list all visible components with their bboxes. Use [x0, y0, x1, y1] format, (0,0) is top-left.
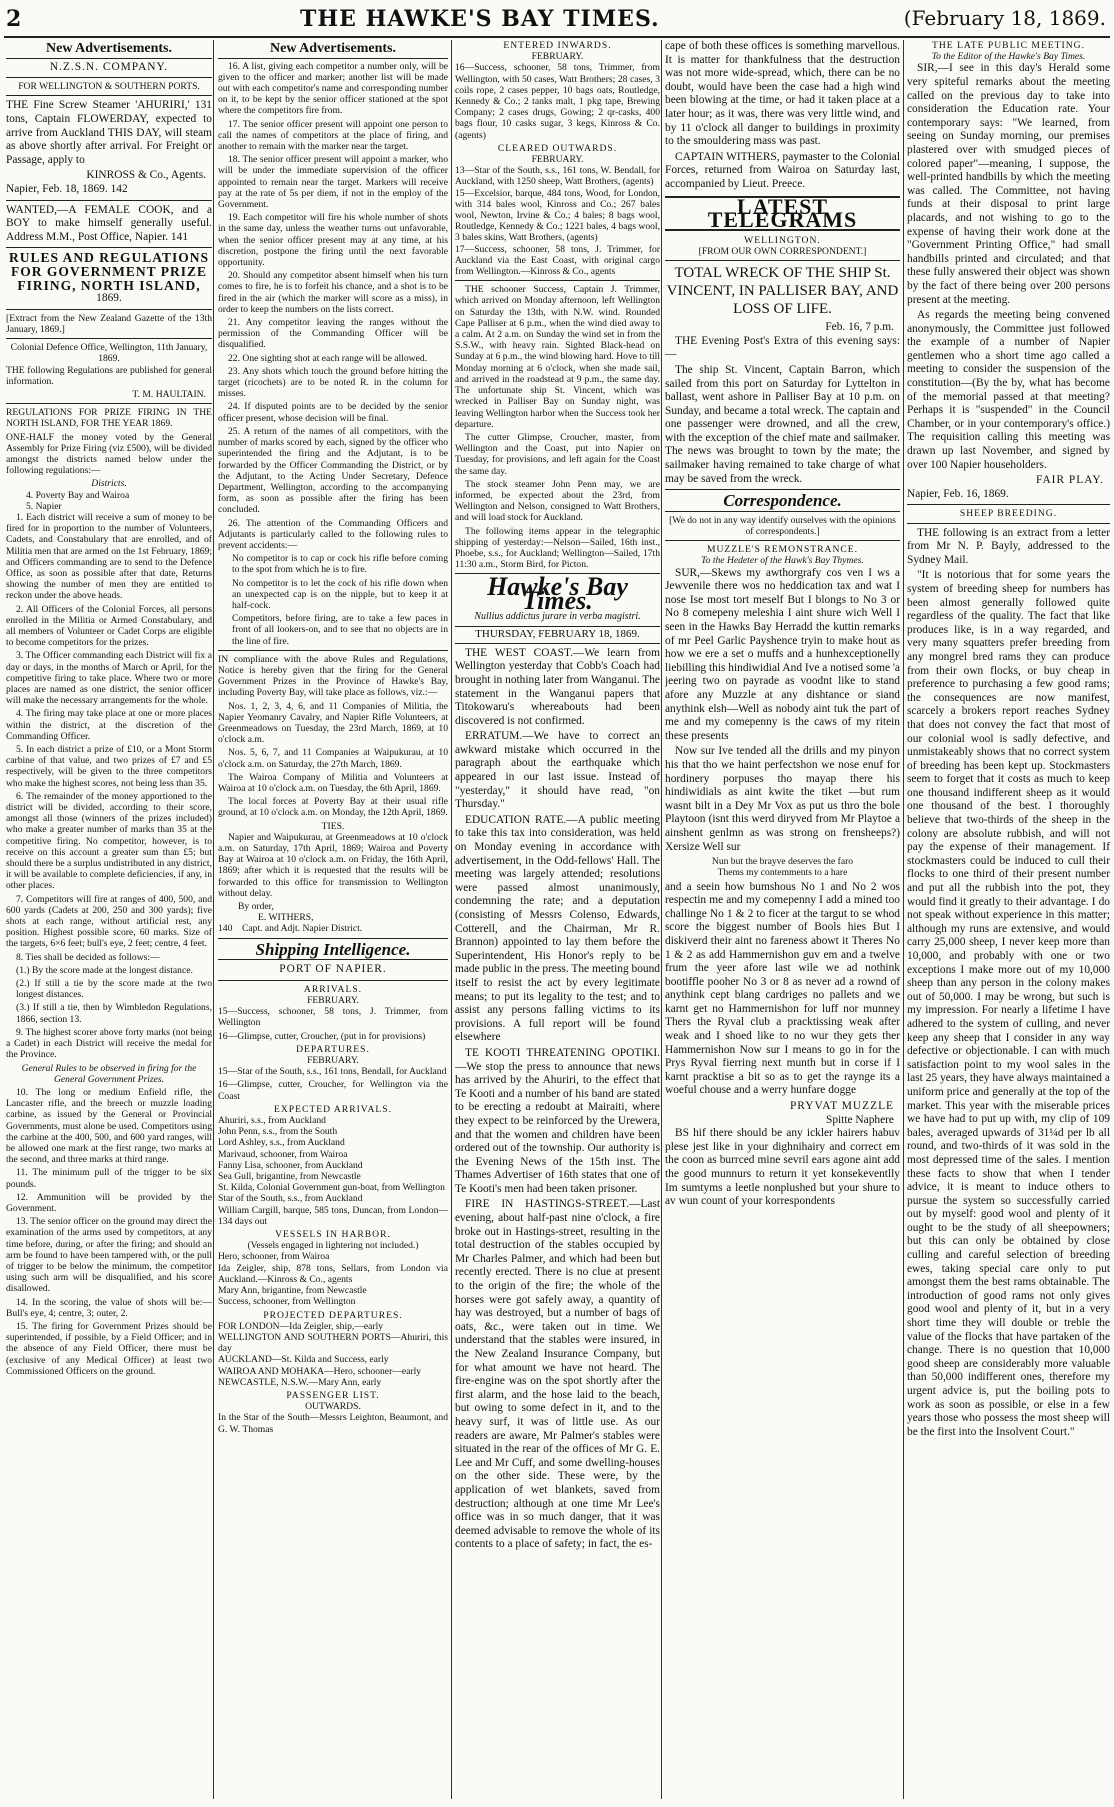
- issue-date: (February 18, 1869.: [903, 6, 1106, 30]
- ad-body: THE Fine Screw Steamer 'AHURIRI,' 131 tons, Captain FLOWERDAY, expected to arrive from Auckland THIS DAY, will steam as above shortly after arrival. For Freight or Passage, apply to: [6, 99, 212, 166]
- correspondent-label: [FROM OUR OWN CORRESPONDENT.]: [698, 245, 867, 257]
- entered-text: 16—Success, schooner, 58 tons, Trimmer, from Wellington, with 50 cases, Watt Brothers; 28 cases, 3 coils rope, 2 cases pepper, 10 bags oats, Routledge, Kennedy & Co.; 2 tanks malt, 1 pkg tape, Brewing Company; 2 cases drugs, Gowing; 2 qr-casks, 400 bags flour, 10 casks sugar, 3 kegs, Kinross & Co. (agents): [455, 62, 660, 141]
- letter-salutation: To the Editor of the Hawke's Bay Times.: [931, 51, 1086, 63]
- news-item: CAPTAIN WITHERS, paymaster to the Colonial Forces, returned from Wairoa on Saturday last, accompanied by Lieut. Preece.: [665, 150, 900, 190]
- defence-office: Colonial Defence Office, Wellington, 11th January, 1869.: [10, 342, 208, 365]
- letter-paragraph: As regards the meeting being convened anonymously, the Committee just followed the example of a number of Napier gentlemen who a short time ago called a meeting to consider the suspension of the constitution—(By the by, what has become of the memorial passed at that meeting? Perhaps it is "suspended" in the Council Chamber, or in your contemporary's office.) The requisition calling this meeting was drawn up last November, and signed by over 100 Napier householders.: [907, 309, 1110, 471]
- notice-item: Nos. 1, 2, 3, 4, 6, and 11 Companies of Militia, the Napier Yeomanry Cavalry, and Napier Rifle Volunteers, at Greenmeadows on Tuesday, the 23rd March, 1869, at 10 o'clock a.m.: [218, 700, 448, 746]
- news-item: EDUCATION RATE.—A public meeting to take this tax into consideration, was held on Monday evening in accordance with advertisement, in the Odd-fellows' Hall. The meeting was largely attended; resolutions were passed almost unanimously, condemning the rate; and a deputation (consisting of Messrs Colenso, Edwards, Cotterell, and the Chairman, Mr R. Brannon) appointed to lay them before the Superintendent, His Honor's reply to be made public in the press. The meeting bound itself to resist the act by every legitimate means; to put its legality to the test; and to assist any persons falling victims to its provisions. A full report will be found elsewhere: [455, 813, 660, 1044]
- letter-paragraph: and a seein how bumshous No 1 and No 2 wos respectin me and my comepenny I add a mined too challinge No 1 & 2 to ficer at the targut to se whod score the biggest number of Bools hies But I diskiverd their aint no fareness abowt it Theres No 1 & 2 as add Hammernishon guv em and a twelve frum the yeer afore last wile we ad nothink bootiffle pooher No 3 or 8 as never ad a rownd of anythink cept blang cardriges no pallets and we karnt get no Hammernishon for luff nor munney Thers the Ryval club a pracktissing weak after weak and I shoed like to no wur they gets ther Hammernishon Now sur I means to go in for the Prys Ryval fierring next munth but in corse if I karnt pracktise a bit so as to get the raynge its a woeful chouse and a werry hunfare dogge: [665, 880, 900, 1097]
- arrival: 16—Glimpse, cutter, Croucher, (put in for provisions): [218, 1030, 426, 1042]
- masthead: [0, 4, 1114, 38]
- news-item: cape of both these offices is something marvellous. It is matter for thankfulness that the destruction was not more wide-spread, which, there can be no doubt, would have been the case had a high wind been blowing at the time, or had it taken place at a later hour; as it was, there was very little wind, and by 11 o'clock all danger to buildings in proximity to the smouldering mass was past.: [665, 40, 900, 148]
- letter-title: THE LATE PUBLIC MEETING.: [932, 40, 1085, 51]
- telegram-text: The ship St. Vincent, Captain Barron, which sailed from this port on Saturday for Lyttelton in ballast, went ashore in Palliser Bay at 10 p.m. on Sunday, and became a total wreck. The captain and one passenger were drowned, and all the crew, with the exception of the chief mate and sailmaker. The news was brought to town by the mate; the sailmaker having remained to take charge of what may be saved from the wreck.: [665, 363, 900, 485]
- by-order: By order,: [238, 901, 274, 913]
- shipping-report: The stock steamer John Penn may, we are informed, be expected about the 23rd, from Wellington and Nelson, consigned to Watt Brothers, and will load stock for Auckland.: [455, 478, 660, 524]
- notice-item: The Wairoa Company of Militia and Volunteers at Wairoa at 10 o'clock a.m. on Tuesday, the 6th April, 1869.: [218, 771, 448, 794]
- ad-agents: KINROSS & Co., Agents.: [86, 169, 206, 182]
- letter-verse: Nun but the brayve deserves the faro Thems my contemments to a hare: [711, 856, 854, 879]
- regulation-sub: (1.) By the score made at the longest distance.: [16, 964, 193, 976]
- regulation: 23. Any shots which touch the ground before hitting the target (ricochets) are to be noted R. in the column for misses.: [218, 365, 448, 400]
- regulation: 18. The senior officer present will appoint a marker, who will be under the immediate supervision of the officer appointed to remain near the target. Markers will receive pay at the rate of 5s per diem, if not in the employ of the Government.: [218, 154, 448, 211]
- regulation: 22. One sighting shot at each range will be allowed.: [228, 352, 428, 364]
- regulation: 10. The long or medium Enfield rifle, the Lancaster rifle, and the breech or muzzle loading carbine, as issued by the General or Provincial Governments, must alone be used. Competitors using the carbine at the 400, 500, and 600 yard ranges, will be allowed one mark at the first range, two marks at the second, and three marks at third range.: [6, 1086, 212, 1166]
- safety-rule: No competitor is to cap or cock his rifle before coming to the spot from which he is to fire.: [232, 553, 448, 576]
- ad-route: FOR WELLINGTON & SOUTHERN PORTS.: [18, 81, 200, 93]
- shipping-report: The following items appear in the telegraphic shipping of yesterday:—Nelson—Sailed, 16th inst., Phoebe, s.s., for Auckland; Wellington—Sailed, 17th 11:30 a.m., Storm Bird, for Picton.: [455, 525, 660, 571]
- district-item: 4. Poverty Bay and Wairoa: [26, 489, 130, 501]
- withers-title: 140 Capt. and Adjt. Napier District.: [218, 923, 363, 935]
- telegram-intro: THE Evening Post's Extra of this evening says:—: [665, 334, 900, 361]
- departure: 15—Star of the South, s.s., 161 tons, Bendall, for Auckland: [218, 1066, 447, 1078]
- safety-rule: Competitors, before firing, are to take a few paces in front of all lookers-on, and to see that no objects are in the line of fire.: [232, 613, 448, 647]
- cleared-heading: CLEARED OUTWARDS.: [497, 142, 618, 154]
- article-text: "It is notorious that for some years the system of breeding sheep for numbers has been almost generally followed quite regardless of the quality. The fact that like produces like, is in a way regarded, and very many squatters prefer breeding from any mongrel bred rams they can produce from their own flocks, or buy cheap in preference to purchasing a few good rams; the consequences are now manifest, scarcely a brokers report reaches Sydney that does not convey the fact that most of our colonial wool is sadly defective, and unmistakeably shows that no correct system of breeding has been kept up. Stockmasters seem to forget that it costs as much to keep one thousand indifferent sheep as it would one thousand of the best. I thoroughly believe that two-thirds of the sheep in the colony are absolute rubbish, and will not pay the expense of their management. If stockmasters could be induced to cull their flocks to one third of their present number and put all the rubbish into the pot, they would find it greatly to their advantage. I do not speak without experience in this matter; although my runs are extensive, and would carry 25,000 sheep, I never keep more than 10,000, and probably with one or two exceptions I make more out of my 10,000 sheep than any person in the colony makes out of 50,000. I may be wrong, but such is my impression. For nearly a lifetime I have adhered to the system of culling, and never keep any sheep that I consider in any way defective or objectionable. I can with much satisfaction point to my wool sales in the last 25 years, they have always maintained a uniform price and generally at the top of the market. This year with the miserable prices we have had to put up with, my clip of 109 bales, averaged upwards of 31¼d per lb all round, and two-thirds of it was sold in the most depressed time of the sales. I mention these facts to show that when I tender advice, it is meant to induce others to pursue the system so successfully carried out by myself: good wool and plenty of it ought to be the study of all sheepowners; but this can only be obtained by close culling and careful selection of breeding ewes, taking special care only to put amongst them the best rams obtainable. The introduction of good rams not only gives good wool and plenty of it, but in a very short time they will double or treble the value of the flocks that have partaken of the change. There is no question that 10,000 good sheep are considerably more valuable than 50,000 indifferent ones, therefore my urgent advice is, put the boiling pots to work as soon as possible, or else in a few years those who possess the most sheep will be the first into the Insolvent Court.": [907, 569, 1110, 1438]
- arrival: 15—Success, schooner, 58 tons, J. Trimmer, from Wellington: [218, 1006, 448, 1029]
- letter-date: Napier, Feb. 16, 1869.: [907, 487, 1009, 500]
- harbor-sub: (Vessels engaged in lightering not included.): [247, 1240, 419, 1252]
- column-divider: [903, 40, 904, 1799]
- ad-title: N.Z.S.N. COMPANY.: [49, 60, 169, 73]
- month-label: FEBRUARY.: [307, 1055, 359, 1067]
- expected-list: Ahuriri, s.s., from Auckland John Penn, s.s., from the South Lord Ashley, s.s., from Auckland Marivaud, schooner, from Wairoa Fanny Lisa, schooner, from Auckland Sea Gull, brigantine, from Newcastle St. Kilda, Colonial Government gun-boat, from Wellington Star of the South, s.s., from Auckland William Cargill, barque, 585 tons, Duncan, from London—134 days out: [218, 1115, 448, 1227]
- column-2: [218, 40, 448, 1799]
- column-1: [6, 40, 212, 1799]
- safety-rule: No competitor is to let the cock of his rifle down when an unexpected cap is on the nipple, but to keep it at half-cock.: [232, 577, 448, 611]
- regulation: 6. The remainder of the money apportioned to the district will be divided, according to their score, amongst all those (winners of the prizes included) who make a greater number of marks than 35 at the competitive firing. No competitor, however, is to receive on this account a greater sum than £5; but should there be a surplus undistributed in any district, it will be available to complete deficiencies, if any, in other places.: [6, 790, 212, 892]
- regulation: 13. The senior officer on the ground may direct the examination of the arms used by competitors, at any time before, during, or after the firing; and should an arm be found to have been tampered with, or the pull of trigger to be below the minimum, the competitor using such arm will be disqualified, and his score disallowed.: [6, 1216, 212, 1295]
- masthead-rule: [4, 36, 1110, 38]
- column-divider: [451, 40, 452, 1799]
- regulation: 14. In the scoring, the value of shots will be:—Bull's eye, 4; centre, 3; outer, 2.: [6, 1296, 212, 1319]
- month-label: FEBRUARY.: [531, 51, 584, 63]
- correspondence-disclaimer: [We do not in any way identify ourselves with the opinions of correspondents.]: [669, 514, 896, 538]
- regulation: 16. A list, giving each competitor a number only, will be given to the officer and marker; another list will be made out with each competitor's name and corresponding number on it, to be kept by the senior officer stationed at the spot where the competitors fire from.: [218, 60, 448, 117]
- regulation: 24. If disputed points are to be decided by the senior officer present, whose decision will be final.: [218, 401, 448, 424]
- regulation: 2. All Officers of the Colonial Forces, all persons enrolled in the Militia or Armed Constabulary, and all members of Volunteer or Cadet Corps are eligible to become competitors for the prizes.: [6, 603, 212, 649]
- regulation: 11. The minimum pull of the trigger to be six pounds.: [6, 1167, 212, 1190]
- telegram-place: WELLINGTON.: [744, 234, 821, 246]
- arrivals-heading: ARRIVALS.: [303, 983, 363, 995]
- letter-signature: PRYVAT MUZZLE: [789, 1100, 894, 1113]
- regulation: 3. The Officer commanding each District will fix a day or days, in the months of March or April, for the competitive firing to take place. Where two or more places are named as one district, the senior officer will make the necessary arrangements for the whole.: [6, 650, 212, 707]
- published-note: THE following Regulations are published for general information.: [6, 364, 212, 387]
- column-5: [907, 40, 1110, 1799]
- notice-item: Nos. 5, 6, 7, and 11 Companies at Waipukurau, at 10 o'clock a.m. on Saturday, the 27th March, 1869.: [218, 747, 448, 770]
- month-label: FEBRUARY.: [531, 154, 584, 166]
- ties-text: Napier and Waipukurau, at Greenmeadows at 10 o'clock a.m. on Saturday, 17th April, 1869; Wairoa and Poverty Bay at Wairoa at 10 o'clock a.m. on Friday, the 16th April, 1869; after which it is requested that the results will be forwarded to this office for transmission to Wellington without delay.: [218, 831, 448, 899]
- column-4: [665, 40, 900, 1799]
- letter-signature: FAIR PLAY.: [1035, 474, 1104, 487]
- district-item: 5. Napier: [26, 500, 62, 512]
- passenger-text: In the Star of the South—Messrs Leighton, Beaumont, and G. W. Thomas: [218, 1412, 448, 1435]
- port-heading: PORT OF NAPIER.: [279, 963, 387, 976]
- letter-paragraph: SIR,—I see in this day's Herald some very spiteful remarks about the meeting called on the previous day to take into consideration the Education rate. Your contemporary says: "We learned, from seeing on Sunday morning, our premises plastered over with smudged pieces of colored paper"—meaning, I suppose, the well-printed handbills by which the meeting was called. The Committee, not having funds at their disposal to print large placards, and not wishing to go to the expense of having their work done at the "Government Printing Office," had small handbills printed and circulated; and that these fully answered their object was shown by the fact of there being over 200 persons present at the meeting.: [907, 62, 1110, 306]
- month-label: FEBRUARY.: [307, 995, 359, 1007]
- regulation-sub: (3.) If still a tie, then by Wimbledon Regulations, 1866, section 13.: [16, 1002, 212, 1025]
- entered-heading: ENTERED INWARDS.: [503, 40, 612, 51]
- regulation: 5. In each district a prize of £10, or a Mont Storm carbine of that value, and two prizes of £7 and £5 respectively, will be given to the three competitors who make the highest scores, not being less than 35.: [6, 744, 212, 789]
- districts-label: Districts.: [91, 478, 127, 490]
- ad-number: 140: [218, 923, 233, 935]
- regulation: 19. Each competitor will fire his whole number of shots in the same day, unless the weather turns out unfavorable, when the senior officer present may at any time, at his discretion, postpone the firing until the next favorable opportunity.: [218, 212, 448, 269]
- column-divider: [661, 40, 662, 1799]
- news-item: FIRE IN HASTINGS-STREET.—Last evening, about half-past nine o'clock, a fire broke out in Hastings-street, resulting in the total destruction of the stables occupied by Mr Charles Palmer, and which had been but recently erected. There is no clue at present to the origin of the fire; the whole of the horses were got safely away, a quantity of hay was destroyed, but a number of bags of oats, &c., were taken out in time. We understand that the stables were insured, in the New Zealand Insurance Company, but for what amount we have not heard. The fire-engine was on the spot shortly after the first alarm, and the hose laid to the beach, but owing to some defect in it, and to the heavy surf, it was of little use. As our readers are aware, Mr Palmer's stables were situated in the rear of the offices of Mr G. E. Lee and Mr Cuff, and some dwelling-houses on the other side. These were, by the application of wet blankets, saved from destruction; although at one time Mr Lee's office was in so much danger, that it was deemed advisable to remove the whole of its contents to a place of safety; in fact, the es-: [455, 1198, 660, 1551]
- section-header: New Advertisements.: [6, 42, 212, 59]
- withers-signature: E. WITHERS,: [258, 912, 314, 924]
- regulation: 17. The senior officer present will appoint one person to call the names of competitors at the place of firing, and another to remain with the marker near the target.: [218, 118, 448, 153]
- page-number: 2: [6, 6, 22, 32]
- general-rules-heading: General Rules to be observed in firing for the General Government Prizes.: [21, 1062, 197, 1085]
- wanted-ad: WANTED,—A FEMALE COOK, and a BOY to make himself generally useful. Address M.M., Post Office, Napier. 141: [6, 203, 212, 243]
- regulation: 1. Each district will receive a sum of money to be fired for in proportion to the number of Volunteers, Cadets, and Constabulary that are enrolled, and of Militia men that are armed on the 1st February, 1869; and Officers commanding are to send to the Defence Office, as soon as possible after that date, Returns showing the number of men they are entitled to reckon under the above heads.: [6, 511, 212, 602]
- letter-postscript: BS hif there should be any ickler hairers habuv plese jest like in your dighnihairy and correct em the coon as burrced mine sevril ears agone aint add the good munnurs to return it yet konsekeventlly Im sumtyms a leetle nonplushed but your shure to av wun count of your korrespondents: [665, 1127, 900, 1208]
- letter-signature-2: Spitte Naphere: [825, 1113, 894, 1126]
- firing-notice: IN compliance with the above Rules and Regulations, Notice is hereby given that the firing for the General Government Prizes in the Province of Hawke's Bay, including Poverty Bay, will take place as follows, viz.:—: [218, 653, 448, 699]
- regulation: 20. Should any competitor absent himself when his turn comes to fire, he is to forfeit his chance, and a shot is to be fired in the air (which the marker will score as a miss), in order to keep the numbers on the lists correct.: [218, 270, 448, 315]
- regulation: 8. Ties shall be decided as follows:—: [16, 951, 160, 963]
- letter-title: MUZZLE'S REMONSTRANCE.: [706, 544, 859, 556]
- regulation: 7. Competitors will fire at ranges of 400, 500, and 600 yards (Cadets at 200, 250 and 300 yards); five shots at each range, without artificial rest, any position. Highest possible score, 60 marks. Size of the targets, 6×6 feet; bull's eye, 2 feet; centre, 4 feet.: [6, 893, 212, 950]
- motto: Nullius addictus jurare in verba magistri.: [474, 610, 641, 622]
- regulation: 21. Any competitor leaving the ranges without the permission of the Commanding Officer will be disqualified.: [218, 317, 448, 351]
- regulation: 15. The firing for Government Prizes should be superintended, if possible, by a Field Officer; and in the absence of any Field Officer, there must be (exclusive of any Medical Officer) at least two Commissioned Officers on the ground.: [6, 1320, 212, 1377]
- ties-heading: TIES.: [321, 820, 345, 832]
- regulation: 12. Ammunition will be provided by the Government.: [6, 1191, 212, 1214]
- harbor-heading: VESSELS IN HARBOR.: [275, 1229, 391, 1241]
- regulation-sub: (2.) If still a tie by the score made at the two longest distances.: [16, 978, 212, 1001]
- projected-list: FOR LONDON—Ida Zeigler, ship,—early WELLINGTON AND SOUTHERN PORTS—Ahuriri, this day AUCKLAND—St. Kilda and Success, early WAIROA AND MOHAKA—Hero, schooner—early NEWCASTLE, N.S.W.—Mary Ann, early: [218, 1320, 448, 1388]
- gazette-extract: [Extract from the New Zealand Gazette of the 13th January, 1869.]: [6, 312, 212, 335]
- expected-heading: EXPECTED ARRIVALS.: [273, 1103, 393, 1115]
- article-title: SHEEP BREEDING.: [959, 508, 1058, 520]
- outwards-label: OUTWARDS.: [305, 1401, 361, 1413]
- latest-telegrams: LATEST TELEGRAMS: [665, 196, 900, 231]
- haultain-signature: T. M. HAULTAIN.: [132, 388, 206, 400]
- regulation: 4. The firing may take place at one or more places within the district, at the discretion of the Commanding Officer.: [6, 708, 212, 742]
- news-item: ERRATUM.—We have to correct an awkward mistake which occurred in the paragraph about the earthquake which appeared in our last issue. Instead of "yesterday," it should have read, "on Thursday.": [455, 730, 660, 811]
- column-divider: [213, 40, 214, 1799]
- regulation: 25. A return of the names of all competitors, with the number of marks scored by each, signed by the officer who superintended the firing and the Adjutant, is to be forwarded by the Officer Commanding the District, or by the Adjutant, to the Acting Under Secretary, Defence Department, Wellington, according to the accompanying form, as soon as possible after the firing has been concluded.: [218, 425, 448, 516]
- ad-date: Napier, Feb. 18, 1869. 142: [6, 182, 128, 195]
- departures-heading: DEPARTURES.: [296, 1043, 370, 1055]
- projected-heading: PROJECTED DEPARTURES.: [263, 1309, 403, 1321]
- news-item: THE WEST COAST.—We learn from Wellington yesterday that Cobb's Coach had brought in nothing later from Wanganui. The statement in the Wanganui papers that Titokowaru's whereabouts had been discovered is not confirmed.: [455, 646, 660, 727]
- regs-intro: ONE-HALF the money voted by the General Assembly for Prize Firing (viz £500), will be divided amongst the districts named below under the following regulations:—: [6, 431, 212, 477]
- column-3: [455, 40, 660, 1799]
- regs-heading: REGULATIONS FOR PRIZE FIRING IN THE NORTH ISLAND, FOR THE YEAR 1869.: [6, 407, 212, 430]
- correspondence-title: Correspondence.: [723, 491, 842, 511]
- regulation: 9. The highest scorer above forty marks (not being a Cadet) in each District will receive the medal for the Province.: [6, 1026, 212, 1061]
- shipping-report: The cutter Glimpse, Croucher, master, from Wellington and the Coast, put into Napier on Tuesday, for provisions, and left again for the Coast the same day.: [455, 431, 660, 477]
- letter-paragraph: Now sur Ive tended all the drills and my pinyon his that tho we haint perfectshon we nose enuf for hordinery porpuses tho mayap there his hindiwidials as aint kwite the tiket —but rum wasnt bilt in a Dey Mr Vox as put us thro the bole Playtoon (isnt this werd diryved from Mr Playtoe a ainshent genlmn as was strong on frensheeps?) Xersize Well sur: [665, 745, 900, 853]
- passenger-heading: PASSENGER LIST.: [286, 1389, 380, 1401]
- letter-salutation: To the Hedeter of the Hawk's Bay Thymes.: [701, 555, 864, 567]
- rules-year: 1869.: [96, 292, 122, 305]
- shipping-title: Shipping Intelligence.: [255, 939, 411, 959]
- date-line: THURSDAY, FEBRUARY 18, 1869.: [455, 626, 660, 644]
- news-item: TE KOOTI THREATENING OPOTIKI.—We stop the press to announce that news has arrived by the Ahuriri, to the effect that Te Kooti and a number of his band are stated to be erecting a redoubt at Mairaiti, where they expect to be reinforced by the Urewera, and that the women and children have been ordered out of the township. Our authority is the Evening News of the 15th inst. The Thames Advertiser of 16th states that one of Te Kooti's men had been taken prisoner.: [455, 1046, 660, 1195]
- article-intro: THE following is an extract from a letter from Mr N. P. Bayly, addressed to the Sydney Mail.: [907, 526, 1110, 566]
- harbor-list: Hero, schooner, from Wairoa Ida Zeigler, ship, 878 tons, Sellars, from London via Auckland.—Kinross & Co., agents Mary Ann, brigantine, from Newcastle Success, schooner, from Wellington: [218, 1251, 448, 1308]
- cleared-text: 13—Star of the South, s.s., 161 tons, W. Bendall, for Auckland, with 1250 sheep, Watt Brothers, (agents) 15—Excelsior, barque, 484 tons, Wood, for London, with 314 bales wool, Kinross and Co.; 267 bales wool, Newton, Irvine & Co.; 4 bales; 8 bags wool, Routledge, Kennedy & Co.; 1221 bales, 4 bags wool, 3 bales skins, Watt Brothers, (agents) 17—Success, schooner, 58 tons, J. Trimmer, for Auckland via the East Coast, with original cargo from Wellington.—Kinross & Co., agents: [455, 165, 660, 278]
- paper-title: Hawke's Bay Times.: [487, 572, 628, 615]
- newspaper-title: THE HAWKE'S BAY TIMES.: [300, 6, 660, 32]
- departure: 16—Glimpse, cutter, Croucher, for Wellington via the Coast: [218, 1079, 448, 1102]
- rules-title: RULES AND REGULATIONS FOR GOVERNMENT PRIZE FIRING, NORTH ISLAND,: [8, 250, 210, 293]
- section-header: New Advertisements.: [218, 42, 448, 59]
- regulation: 26. The attention of the Commanding Officers and Adjutants is particularly called to the following rules to prevent accidents:—: [218, 517, 448, 551]
- wreck-headline: TOTAL WRECK OF THE SHIP St. VINCENT, IN PALLISER BAY, AND LOSS OF LIFE.: [666, 265, 899, 318]
- telegram-date: Feb. 16, 7 p.m.: [825, 321, 894, 334]
- shipping-report: THE schooner Success, Captain J. Trimmer, which arrived on Monday afternoon, left Wellington on Saturday the 13th, with N.W. wind. Rounded Cape Palliser at 6 p.m., when the wind died away to a calm. At 2 a.m. on Sunday the wind set in from the S.S.W., with heavy rain. Sighted Black-head on Sunday at 6 p.m., the wind blowing hard. Hove to till Monday morning at 6 o'clock, when she made sail, and arrived in the roadstead at 9 p.m., the same day. The unfortunate ship St. Vincent, which was wrecked in Palliser Bay on Sunday night, was leaving Wellington harbor when the Success took her departure.: [455, 284, 660, 430]
- letter-paragraph: SUR,—Skews my awthorgrafy cos ven I ws a Jewvenile there wos no heddication tax and wat I nose Ise most tort meself But I blongs to No 3 or No 8 comepeny meleshia I aint shure wich Well I seen in the Hawks Bay Herradd the kuttin remarks of mr Peel Garlic Payshence tryin to make hout as how we ere a set o muffs and a hunhexceptionelly liebilling this hindiwidial And Ive a notised some 'a jeering two on payrade as voodnt like to stand afore any Muzzle at any dishtance or siand anythink elsh—Well as nobody aint tuk the part of me and my comepenny is the caws of my ritein these presents: [665, 566, 900, 742]
- notice-item: The local forces at Poverty Bay at their usual rifle ground, at 10 o'clock a.m. on Monday, the 12th April, 1869.: [218, 796, 448, 819]
